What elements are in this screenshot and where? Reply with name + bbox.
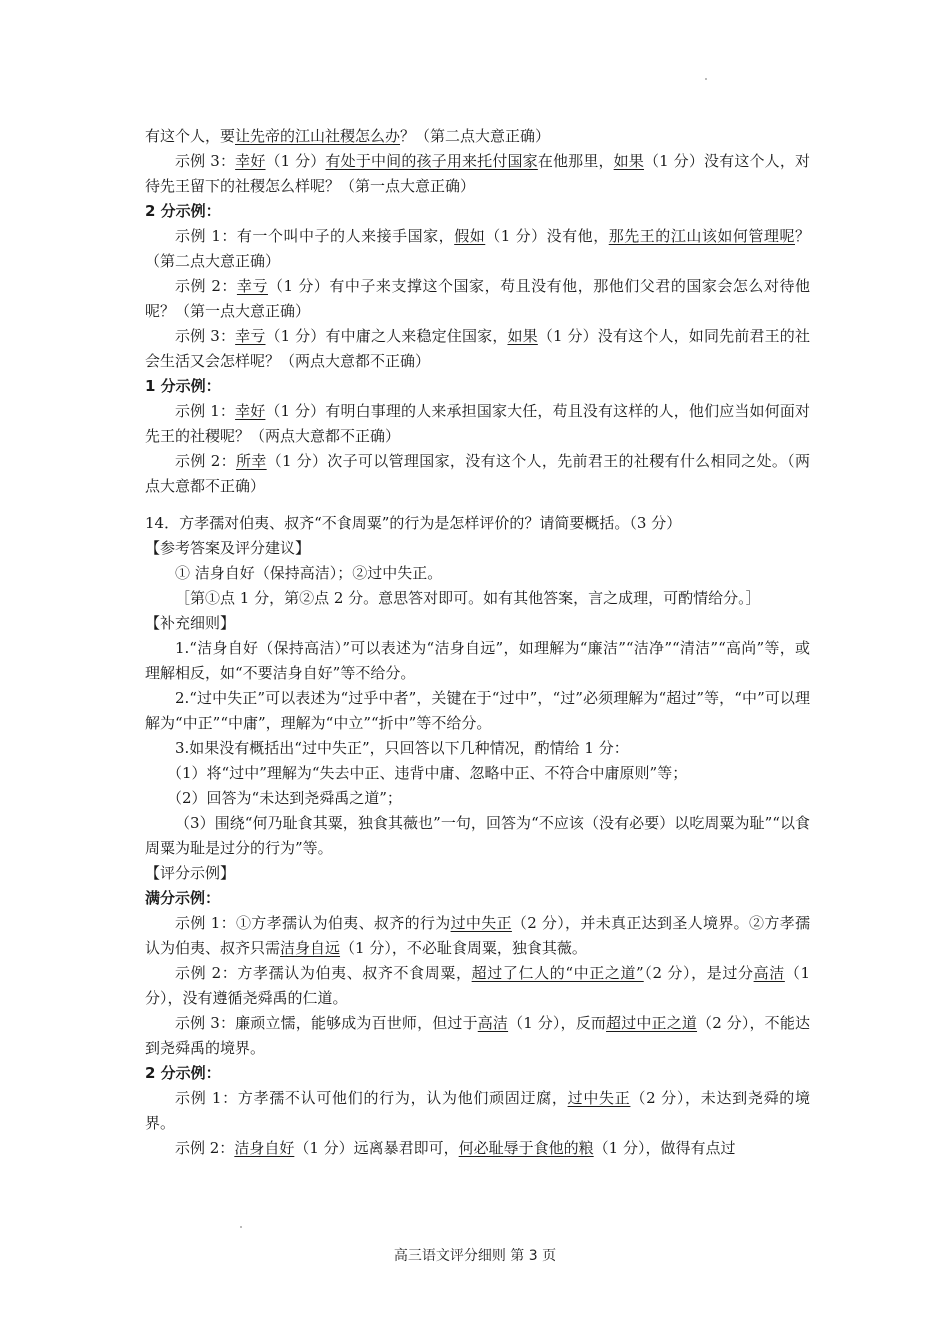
text-run: 1 分示例： [145, 377, 221, 395]
text-run: 【参考答案及评分建议】 [145, 539, 311, 557]
paragraph [145, 511, 810, 536]
text-run: （1 分） [265, 152, 326, 170]
paragraph [145, 1136, 810, 1161]
text-run: 示例 1：方孝孺不认可他们的行为，认为他们顽固迂腐， [175, 1089, 568, 1107]
text-run: 1.“洁身自好（保持高洁）”可以表述为“洁身自远”，如理解为“廉洁”“洁净”“清洁”“高尚”等，或理解相反，如“不要洁身自好”等不给分。 [145, 639, 810, 682]
text-run: 【补充细则】 [145, 614, 236, 632]
text-run: 示例 1： [175, 402, 236, 420]
paragraph [145, 224, 810, 274]
paragraph [145, 586, 810, 611]
paragraph [145, 811, 810, 861]
text-run: （3）围绕“何乃耻食其粟，独食其薇也”一句，回答为“不应该（没有必要）以吃周粟为耻”“以食周粟为耻是过分的行为”等。 [145, 814, 810, 857]
paragraph [145, 911, 810, 961]
text-run: （1 分）有明白事理的人来承担国家大任，苟且没有这样的人，他们应当如何面对先王的社稷呢？（两点大意都不正确） [145, 402, 810, 445]
page-footer: 高三语文评分细则 第 3 页 [393, 1248, 557, 1264]
document-body [145, 124, 810, 1161]
scan-dot [240, 1226, 242, 1228]
text-run: （1 分）没有他， [485, 227, 609, 245]
paragraph [145, 1011, 810, 1061]
underlined-phrase: 那先王的江山该如何管理呢 [608, 227, 795, 245]
paragraph [145, 561, 810, 586]
paragraph [145, 399, 810, 449]
underlined-phrase: 幸亏 [235, 327, 266, 345]
text-run: （1 分）次子可以管理国家，没有这个人，先前君王的社稷有什么相同之处。（两点大意都不正确） [145, 452, 810, 495]
underlined-phrase: 有处于中间的孩子用来托付国家 [325, 152, 538, 170]
underlined-phrase: 洁身自远 [280, 939, 341, 957]
underlined-phrase: 过中失正 [450, 914, 512, 932]
text-run: 【评分示例】 [145, 864, 236, 882]
text-run: 示例 3： [175, 152, 236, 170]
paragraph [145, 611, 810, 636]
text-run: （2 分），不能达到尧舜禹的境界。 [145, 1014, 810, 1057]
text-run: 示例 3：廉顽立懦，能够成为百世师，但过于 [175, 1014, 478, 1032]
paragraph [145, 761, 810, 786]
text-run: （1 分）没有这个人，对待先王留下的社稷怎么样呢？（第一点大意正确） [145, 152, 810, 195]
text-run: ［第①点 1 分，第②点 2 分。意思答对即可。如有其他答案，言之成理，可酌情给分。］ [175, 589, 761, 607]
paragraph [145, 324, 810, 374]
text-run: 2 分示例： [145, 1064, 221, 1082]
text-run: （2 分），未达到尧舜的境界。 [145, 1089, 810, 1132]
underlined-phrase: 让先帝的江山社稷怎么办 [235, 127, 401, 145]
underlined-phrase: 假如 [454, 227, 486, 245]
text-run: ① 洁身自好（保持高洁）；②过中失正。 [175, 564, 443, 582]
underlined-phrase: 过中失正 [567, 1089, 631, 1107]
text-run: （1 分）有中子来支撑这个国家，苟且没有他，那他们父君的国家会怎么对待他呢？（第一点大意正确） [145, 277, 810, 320]
text-run: 3.如果没有概括出“过中失正”，只回答以下几种情况，酌情给 1 分： [175, 739, 629, 757]
text-run: 在他那里， [537, 152, 614, 170]
text-run: ？（第二点大意正确） [145, 227, 810, 270]
scan-dot [705, 78, 707, 80]
text-run: （1 分）没有这个人，如同先前君王的社会生活又会怎样呢？（两点大意都不正确） [145, 327, 810, 370]
underlined-phrase: 超过中正之道 [606, 1014, 698, 1032]
text-run: 2 分示例： [145, 202, 221, 220]
text-run: （1 分），不必耻食周粟，独食其薇。 [340, 939, 587, 957]
spacer [145, 499, 810, 511]
text-run: 示例 1：①方孝孺认为伯夷、叔齐的行为 [175, 914, 451, 932]
text-run: （2 分），并未真正达到圣人境界。②方孝孺认为伯夷、叔齐只需 [145, 914, 810, 957]
underlined-phrase: 高洁 [477, 1014, 509, 1032]
underlined-phrase: 幸好 [235, 402, 266, 420]
paragraph [145, 861, 810, 886]
text-run: 有这个人，要 [145, 127, 236, 145]
text-run: （2）回答为“未达到尧舜禹之道”； [167, 789, 402, 807]
text-run: （1）将“过中”理解为“失去中正、违背中庸、忽略中正、不符合中庸原则”等； [167, 764, 688, 782]
text-run: 示例 2： [175, 452, 236, 470]
section-heading [145, 1061, 810, 1086]
text-run: 示例 1：有一个叫中子的人来接手国家， [175, 227, 455, 245]
paragraph [145, 536, 810, 561]
paragraph [145, 786, 810, 811]
text-run: 2.“过中失正”可以表述为“过乎中者”，关键在于“过中”，“过”必须理解为“超过”等，“中”可以理解为“中正”“中庸”，理解为“中立”“折中”等不给分。 [145, 689, 810, 732]
paragraph [145, 124, 810, 149]
text-run: （1 分）远离暴君即可， [294, 1139, 459, 1157]
underlined-phrase: 超过了仁人的“中正之道” [471, 964, 644, 982]
underlined-phrase: 幸亏 [236, 277, 268, 295]
underlined-phrase: 如果 [507, 327, 538, 345]
underlined-phrase: 高洁 [753, 964, 785, 982]
text-run: （2 分），是过分 [643, 964, 754, 982]
text-run: 满分示例： [145, 889, 221, 907]
underlined-phrase: 幸好 [235, 152, 266, 170]
text-run: 示例 2：方孝孺认为伯夷、叔齐不食周粟， [175, 964, 472, 982]
section-heading [145, 199, 810, 224]
section-heading [145, 374, 810, 399]
text-run: （1 分），反而 [508, 1014, 607, 1032]
section-heading [145, 886, 810, 911]
underlined-phrase: 洁身自好 [234, 1139, 295, 1157]
underlined-phrase: 如果 [613, 152, 645, 170]
underlined-phrase: 何必耻辱于食他的粮 [458, 1139, 594, 1157]
text-run: 14．方孝孺对伯夷、叔齐“不食周粟”的行为是怎样评价的？请简要概括。（3 分） [145, 514, 682, 532]
text-run: （1 分）有中庸之人来稳定住国家， [265, 327, 508, 345]
underlined-phrase: 所幸 [235, 452, 267, 470]
text-run: （1 分），没有遵循尧舜禹的仁道。 [145, 964, 810, 1007]
paragraph [145, 274, 810, 324]
paragraph [145, 636, 810, 686]
text-run: 示例 2： [175, 1139, 235, 1157]
paragraph [145, 1086, 810, 1136]
paragraph [145, 686, 810, 736]
text-run: （1 分），做得有点过 [593, 1139, 736, 1157]
paragraph [145, 449, 810, 499]
text-run: 示例 2： [175, 277, 237, 295]
paragraph [145, 149, 810, 199]
paragraph [145, 736, 810, 761]
text-run: 示例 3： [175, 327, 236, 345]
paragraph [145, 961, 810, 1011]
text-run: ？（第二点大意正确） [400, 127, 551, 145]
